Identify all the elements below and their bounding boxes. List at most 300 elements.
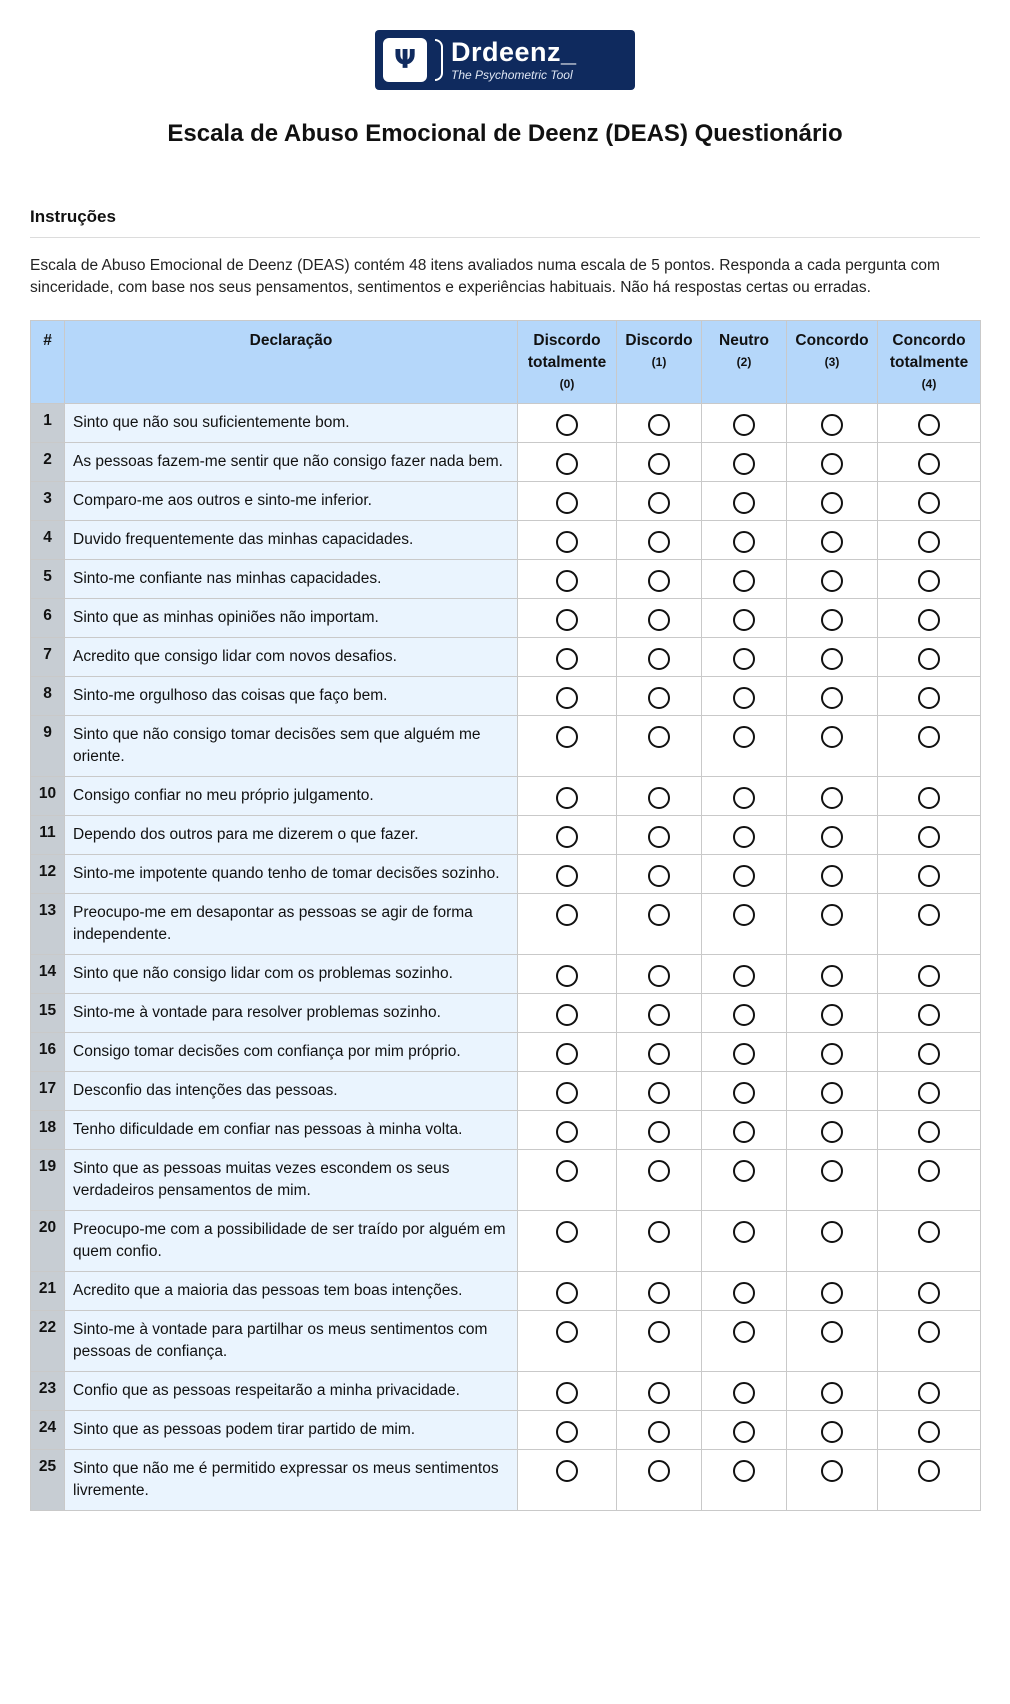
radio-button[interactable] [918,865,940,887]
option-cell [878,677,981,716]
option-cell [518,1272,617,1311]
option-cell [617,777,702,816]
radio-button[interactable] [556,609,578,631]
radio-button[interactable] [733,1221,755,1243]
radio-button[interactable] [648,904,670,926]
table-row [31,404,981,443]
option-cell [617,955,702,994]
radio-button[interactable] [556,1282,578,1304]
radio-button[interactable] [648,687,670,709]
option-cell [702,1033,787,1072]
table-row [31,560,981,599]
option-cell [702,816,787,855]
radio-button[interactable] [918,453,940,475]
option-cell [787,955,878,994]
option-cell [787,1411,878,1450]
option-cell [878,443,981,482]
option-cell [878,560,981,599]
option-cell [702,599,787,638]
radio-button[interactable] [821,1421,843,1443]
table-row [31,1033,981,1072]
radio-button[interactable] [648,570,670,592]
radio-button[interactable] [733,414,755,436]
radio-button[interactable] [918,648,940,670]
radio-button[interactable] [918,726,940,748]
item-number: 15 [31,994,65,1033]
radio-button[interactable] [733,453,755,475]
radio-button[interactable] [821,726,843,748]
item-statement: Sinto que não me é permitido expressar os meus sentimentos livremente. [65,1450,518,1511]
item-statement: Acredito que consigo lidar com novos desafios. [65,638,518,677]
header-option-label: Concordo totalmente [889,332,969,371]
logo-tagline: The Psychometric Tool [451,68,573,82]
header-option [702,321,787,404]
radio-button[interactable] [556,1043,578,1065]
radio-button[interactable] [821,1160,843,1182]
option-cell [518,955,617,994]
option-cell [518,894,617,955]
option-cell [787,404,878,443]
item-number: 20 [31,1211,65,1272]
option-cell [878,1272,981,1311]
radio-button[interactable] [821,453,843,475]
option-cell [617,716,702,777]
option-cell [787,599,878,638]
radio-button[interactable] [733,609,755,631]
option-cell [518,1211,617,1272]
option-cell [787,443,878,482]
radio-button[interactable] [556,1221,578,1243]
item-statement: Dependo dos outros para me dizerem o que fazer. [65,816,518,855]
option-cell [702,677,787,716]
radio-button[interactable] [733,1121,755,1143]
radio-button[interactable] [648,965,670,987]
radio-button[interactable] [821,1043,843,1065]
item-number: 3 [31,482,65,521]
item-number: 21 [31,1272,65,1311]
option-cell [617,638,702,677]
radio-button[interactable] [733,1082,755,1104]
item-number: 13 [31,894,65,955]
header-option-code: (3) [824,355,840,369]
radio-button[interactable] [648,1221,670,1243]
radio-button[interactable] [648,1043,670,1065]
logo-brace-icon [435,39,443,81]
option-cell [617,1033,702,1072]
option-cell [617,482,702,521]
header-option-label: Discordo [625,332,693,349]
radio-button[interactable] [733,1460,755,1482]
option-cell [878,1072,981,1111]
radio-button[interactable] [733,1004,755,1026]
option-cell [878,1033,981,1072]
radio-button[interactable] [556,1421,578,1443]
radio-button[interactable] [918,904,940,926]
item-number: 10 [31,777,65,816]
item-statement: Sinto-me impotente quando tenho de tomar decisões sozinho. [65,855,518,894]
item-number: 22 [31,1311,65,1372]
radio-button[interactable] [821,1082,843,1104]
radio-button[interactable] [733,687,755,709]
item-number: 16 [31,1033,65,1072]
item-number: 19 [31,1150,65,1211]
radio-button[interactable] [648,1282,670,1304]
table-row [31,1211,981,1272]
item-number: 8 [31,677,65,716]
radio-button[interactable] [733,904,755,926]
option-cell [702,894,787,955]
radio-button[interactable] [556,1460,578,1482]
radio-button[interactable] [556,1382,578,1404]
instructions-text: Escala de Abuso Emocional de Deenz (DEAS) contém 48 itens avaliados numa escala de 5 pontos. Responda a cada pergunta com sinceridade, com base nos seus pensamentos, sentimentos e experiências habituais. Não há respostas certas ou erradas. [30,257,940,296]
radio-button[interactable] [733,1421,755,1443]
radio-button[interactable] [556,414,578,436]
option-cell [878,716,981,777]
option-cell [702,560,787,599]
table-row [31,521,981,560]
radio-button[interactable] [821,414,843,436]
option-cell [702,443,787,482]
option-cell [878,894,981,955]
header-option-label: Neutro [719,332,769,349]
item-statement: Consigo tomar decisões com confiança por mim próprio. [65,1033,518,1072]
radio-button[interactable] [821,1282,843,1304]
option-cell [518,1311,617,1372]
page-title: Escala de Abuso Emocional de Deenz (DEAS) Questionário [167,120,843,147]
table-row [31,955,981,994]
item-number: 6 [31,599,65,638]
header-option-label: Discordo totalmente [527,332,607,371]
option-cell [702,1072,787,1111]
radio-button[interactable] [556,965,578,987]
option-cell [787,1033,878,1072]
option-cell [787,894,878,955]
radio-button[interactable] [918,1004,940,1026]
radio-button[interactable] [648,787,670,809]
option-cell [787,1211,878,1272]
item-number: 2 [31,443,65,482]
radio-button[interactable] [556,865,578,887]
option-cell [702,777,787,816]
option-cell [617,855,702,894]
option-cell [878,404,981,443]
radio-button[interactable] [821,904,843,926]
option-cell [518,1372,617,1411]
option-cell [518,677,617,716]
item-number: 24 [31,1411,65,1450]
radio-button[interactable] [918,570,940,592]
radio-button[interactable] [733,965,755,987]
radio-button[interactable] [821,826,843,848]
radio-button[interactable] [821,1321,843,1343]
item-statement: Tenho dificuldade em confiar nas pessoas à minha volta. [65,1111,518,1150]
option-cell [878,1150,981,1211]
item-statement: Consigo confiar no meu próprio julgamento. [65,777,518,816]
radio-button[interactable] [648,1121,670,1143]
header-number: # [31,321,65,404]
radio-button[interactable] [733,1382,755,1404]
option-cell [518,994,617,1033]
radio-button[interactable] [733,1160,755,1182]
table-row [31,443,981,482]
option-cell [787,482,878,521]
radio-button[interactable] [648,1382,670,1404]
radio-button[interactable] [648,1421,670,1443]
radio-button[interactable] [821,1382,843,1404]
item-number: 25 [31,1450,65,1511]
radio-button[interactable] [648,826,670,848]
item-statement: Sinto que as minhas opiniões não importam. [65,599,518,638]
radio-button[interactable] [556,492,578,514]
table-row [31,1272,981,1311]
item-number: 9 [31,716,65,777]
option-cell [702,1211,787,1272]
radio-button[interactable] [648,1321,670,1343]
radio-button[interactable] [918,531,940,553]
option-cell [617,1150,702,1211]
radio-button[interactable] [556,904,578,926]
radio-button[interactable] [821,1221,843,1243]
radio-button[interactable] [918,826,940,848]
radio-button[interactable] [733,1282,755,1304]
item-number: 12 [31,855,65,894]
radio-button[interactable] [821,787,843,809]
radio-button[interactable] [556,826,578,848]
radio-button[interactable] [648,1004,670,1026]
option-cell [787,1072,878,1111]
radio-button[interactable] [733,787,755,809]
option-cell [787,1450,878,1511]
option-cell [702,404,787,443]
radio-button[interactable] [648,865,670,887]
item-statement: Sinto que as pessoas podem tirar partido de mim. [65,1411,518,1450]
radio-button[interactable] [918,1382,940,1404]
radio-button[interactable] [821,492,843,514]
option-cell [518,816,617,855]
radio-button[interactable] [733,1321,755,1343]
radio-button[interactable] [556,726,578,748]
radio-button[interactable] [556,1321,578,1343]
option-cell [787,1372,878,1411]
table-row [31,1450,981,1511]
radio-button[interactable] [918,687,940,709]
item-statement: Sinto que não consigo tomar decisões sem que alguém me oriente. [65,716,518,777]
option-cell [878,1411,981,1450]
item-number: 11 [31,816,65,855]
table-row [31,1311,981,1372]
radio-button[interactable] [918,787,940,809]
radio-button[interactable] [648,492,670,514]
table-row [31,1150,981,1211]
radio-button[interactable] [918,965,940,987]
option-cell [617,677,702,716]
option-cell [787,1272,878,1311]
option-cell [787,994,878,1033]
radio-button[interactable] [648,1160,670,1182]
radio-button[interactable] [821,648,843,670]
radio-button[interactable] [733,1043,755,1065]
radio-button[interactable] [733,531,755,553]
radio-button[interactable] [918,492,940,514]
radio-button[interactable] [556,787,578,809]
radio-button[interactable] [821,965,843,987]
item-statement: Acredito que a maioria das pessoas tem boas intenções. [65,1272,518,1311]
option-cell [518,1411,617,1450]
radio-button[interactable] [648,648,670,670]
header-option-label: Concordo [795,332,869,349]
option-cell [702,1111,787,1150]
table-row [31,638,981,677]
radio-button[interactable] [821,531,843,553]
option-cell [878,1311,981,1372]
questionnaire-table [30,320,981,1511]
radio-button[interactable] [918,1421,940,1443]
radio-button[interactable] [556,1160,578,1182]
item-number: 18 [31,1111,65,1150]
table-row [31,1372,981,1411]
radio-button[interactable] [556,687,578,709]
option-cell [787,1111,878,1150]
table-row [31,716,981,777]
option-cell [518,1072,617,1111]
radio-button[interactable] [733,726,755,748]
option-cell [617,1111,702,1150]
drdeenz-logo [375,30,635,90]
radio-button[interactable] [648,1082,670,1104]
radio-button[interactable] [918,1082,940,1104]
radio-button[interactable] [556,648,578,670]
option-cell [518,855,617,894]
radio-button[interactable] [733,648,755,670]
item-statement: Desconfio das intenções das pessoas. [65,1072,518,1111]
option-cell [878,482,981,521]
item-statement: Sinto que não sou suficientemente bom. [65,404,518,443]
radio-button[interactable] [918,414,940,436]
table-body [31,404,981,1511]
option-cell [518,716,617,777]
option-cell [617,599,702,638]
radio-button[interactable] [733,492,755,514]
radio-button[interactable] [556,1121,578,1143]
header-statement: Declaração [65,321,518,404]
header-option-code: (2) [736,355,752,369]
radio-button[interactable] [918,1321,940,1343]
option-cell [518,1033,617,1072]
option-cell [518,599,617,638]
header-option-code: (0) [559,377,575,391]
radio-button[interactable] [918,1121,940,1143]
option-cell [878,816,981,855]
radio-button[interactable] [733,570,755,592]
table-row [31,894,981,955]
option-cell [518,1111,617,1150]
radio-button[interactable] [821,1004,843,1026]
radio-button[interactable] [648,1460,670,1482]
option-cell [787,816,878,855]
option-cell [878,1372,981,1411]
radio-button[interactable] [648,453,670,475]
item-statement: Confio que as pessoas respeitarão a minha privacidade. [65,1372,518,1411]
option-cell [878,955,981,994]
option-cell [518,443,617,482]
table-header-row [31,321,981,404]
radio-button[interactable] [918,1221,940,1243]
option-cell [878,638,981,677]
item-number: 14 [31,955,65,994]
option-cell [878,1450,981,1511]
radio-button[interactable] [918,609,940,631]
item-statement: Comparo-me aos outros e sinto-me inferior. [65,482,518,521]
radio-button[interactable] [821,687,843,709]
table-row [31,777,981,816]
option-cell [702,955,787,994]
option-cell [617,816,702,855]
option-cell [878,521,981,560]
option-cell [617,521,702,560]
header-option-code: (1) [651,355,667,369]
table-row [31,1072,981,1111]
table-row [31,677,981,716]
option-cell [518,404,617,443]
table-row [31,994,981,1033]
radio-button[interactable] [556,570,578,592]
radio-button[interactable] [821,1121,843,1143]
logo-text [451,39,577,81]
option-cell [702,716,787,777]
radio-button[interactable] [733,826,755,848]
option-cell [878,1111,981,1150]
option-cell [518,777,617,816]
radio-button[interactable] [556,531,578,553]
radio-button[interactable] [648,414,670,436]
radio-button[interactable] [918,1460,940,1482]
header-option [518,321,617,404]
header-option [878,321,981,404]
radio-button[interactable] [821,570,843,592]
option-cell [617,1411,702,1450]
option-cell [617,1372,702,1411]
option-cell [518,482,617,521]
header-option [617,321,702,404]
option-cell [787,716,878,777]
radio-button[interactable] [918,1043,940,1065]
radio-button[interactable] [821,1460,843,1482]
radio-button[interactable] [648,609,670,631]
option-cell [518,560,617,599]
option-cell [787,560,878,599]
option-cell [617,894,702,955]
item-statement: Sinto-me confiante nas minhas capacidades. [65,560,518,599]
item-number: 7 [31,638,65,677]
radio-button[interactable] [733,865,755,887]
option-cell [787,1311,878,1372]
radio-button[interactable] [821,865,843,887]
item-number: 1 [31,404,65,443]
radio-button[interactable] [918,1160,940,1182]
radio-button[interactable] [556,1004,578,1026]
option-cell [787,777,878,816]
logo-container [30,0,980,90]
radio-button[interactable] [648,531,670,553]
option-cell [617,1211,702,1272]
radio-button[interactable] [556,453,578,475]
radio-button[interactable] [556,1082,578,1104]
option-cell [702,1272,787,1311]
radio-button[interactable] [918,1282,940,1304]
option-cell [702,1372,787,1411]
radio-button[interactable] [648,726,670,748]
radio-button[interactable] [821,609,843,631]
